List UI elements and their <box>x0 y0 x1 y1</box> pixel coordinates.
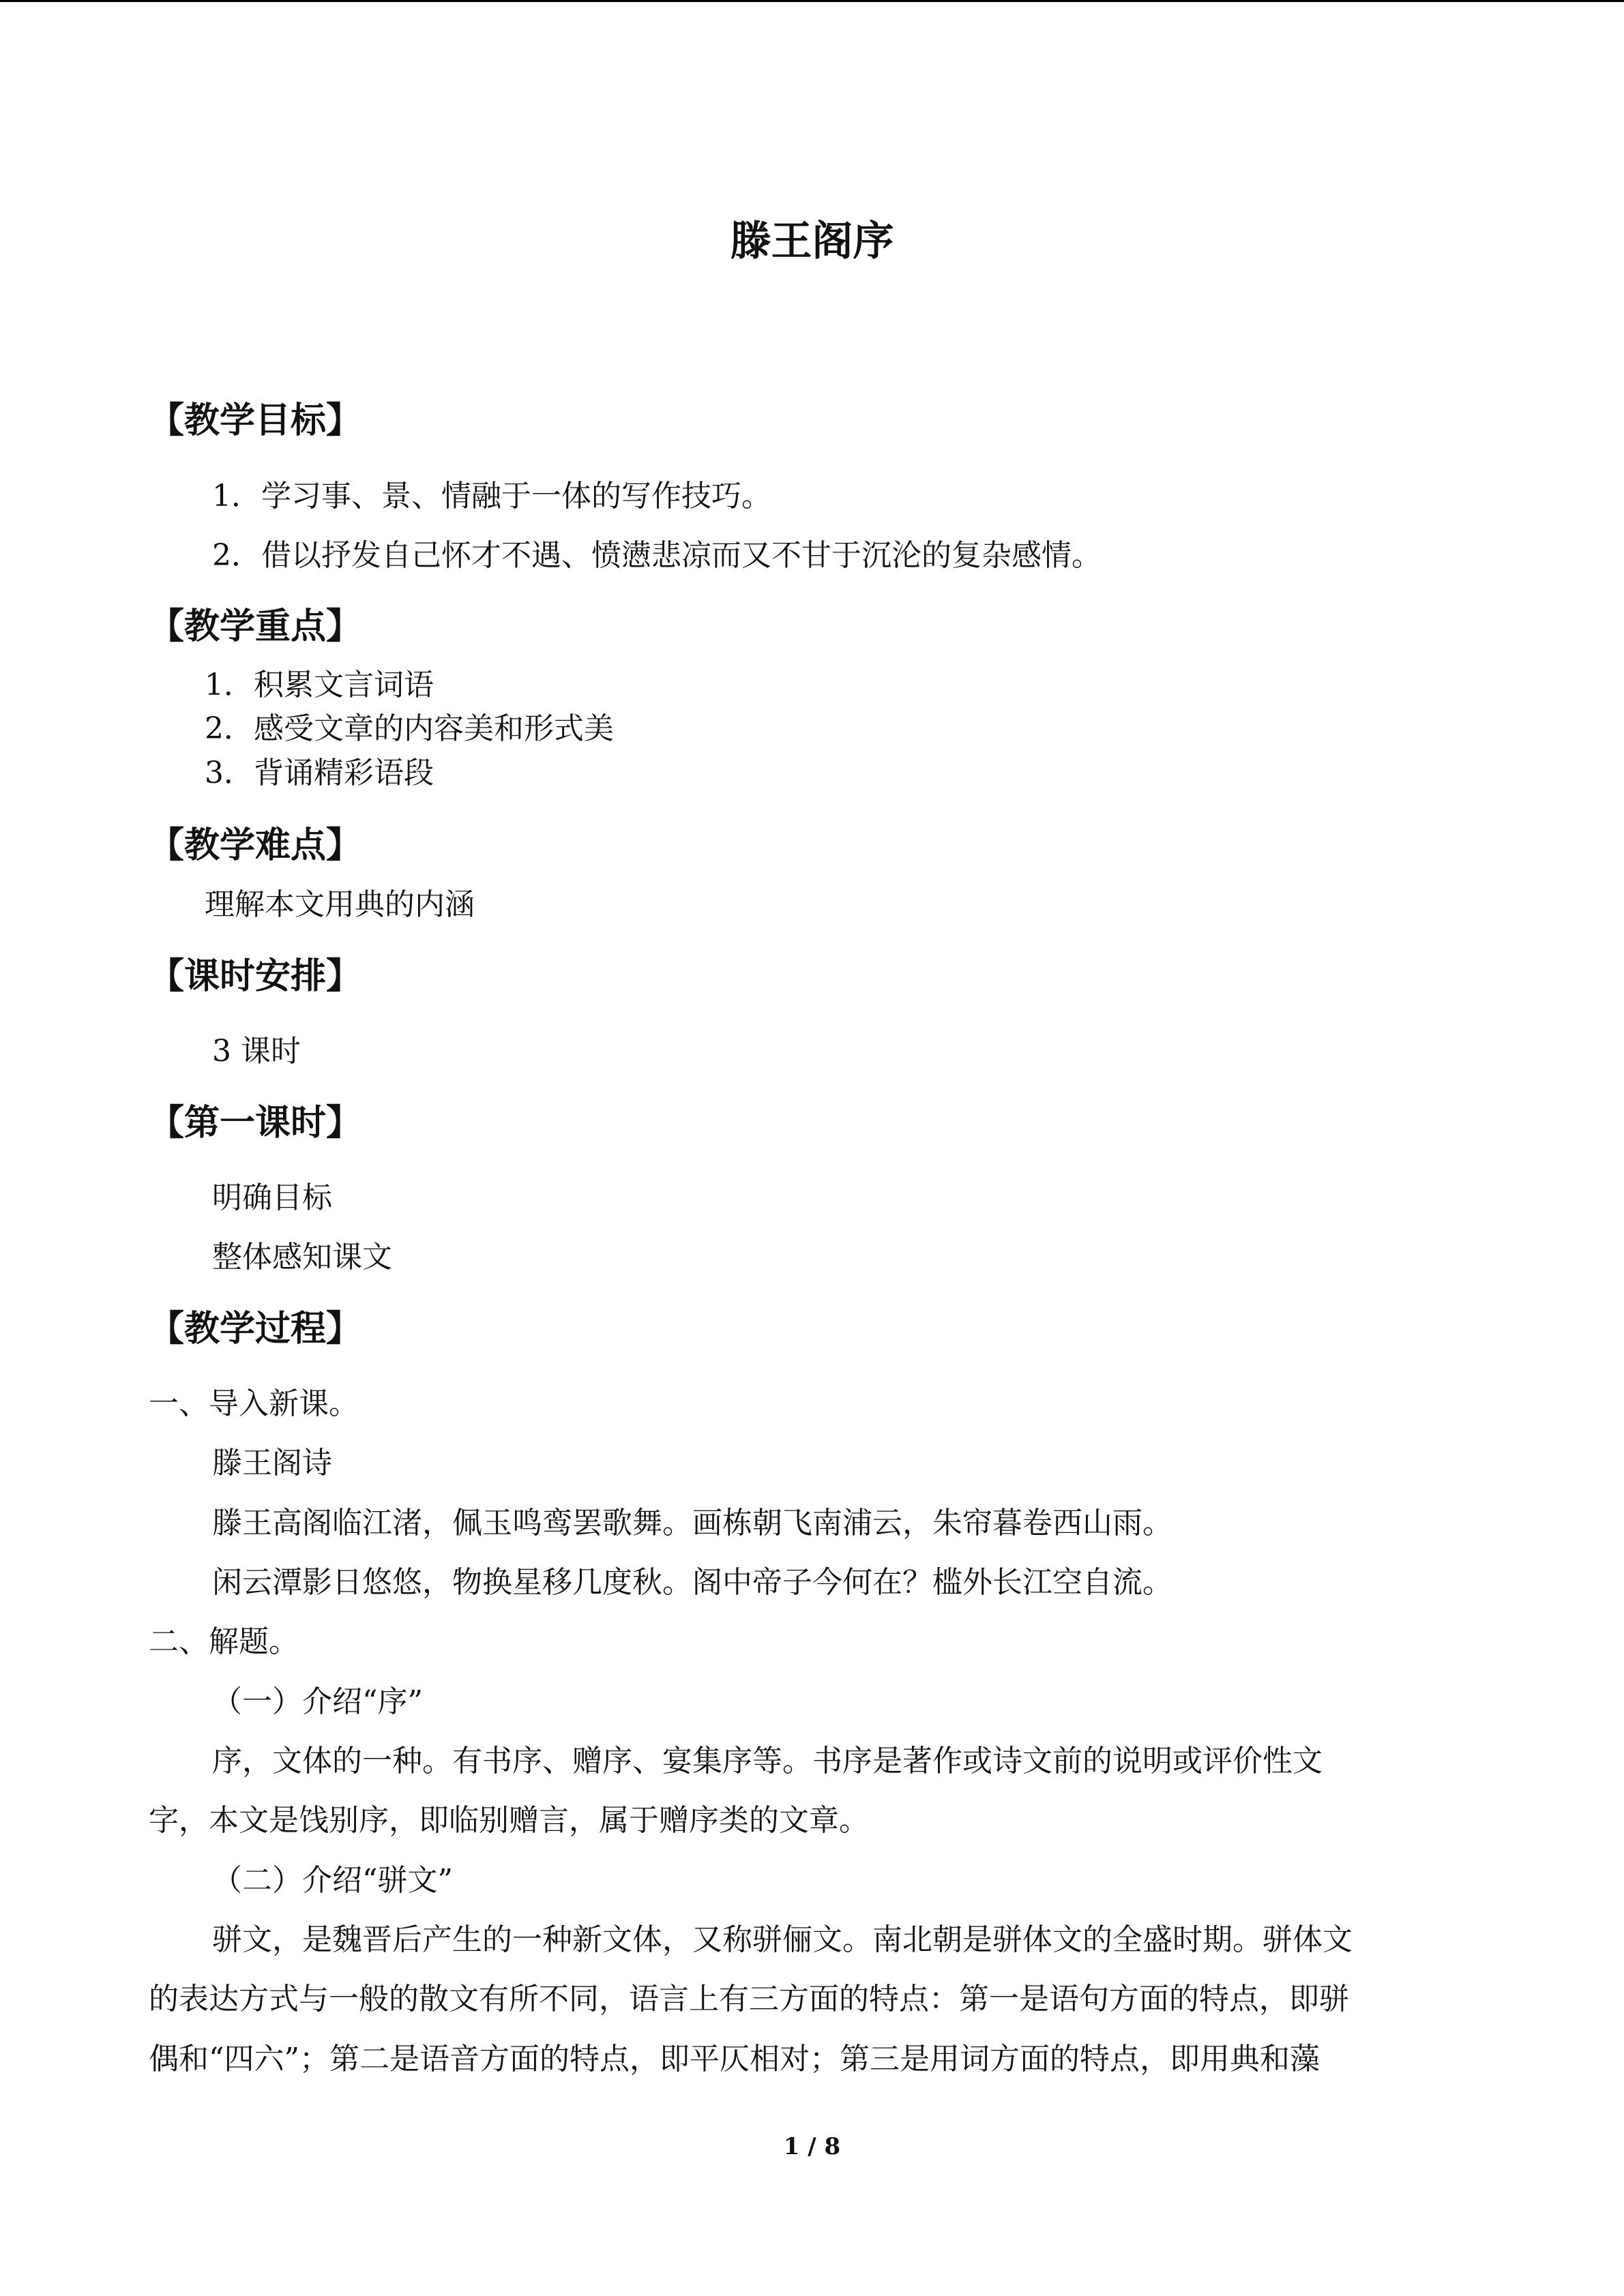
page-number: 1 / 8 <box>783 2133 841 2160</box>
paragraph-parallel-line-1: 骈文，是魏晋后产生的一种新文体，又称骈俪文。南北朝是骈体文的全盛时期。骈体文 <box>212 1922 1353 1957</box>
key-point-item-1: 1．积累文言词语 <box>205 668 434 702</box>
poem-line-1: 滕王高阁临江渚，佩玉鸣鸾罢歌舞。画栋朝飞南浦云，朱帘暮卷西山雨。 <box>212 1506 1172 1540</box>
first-lesson-item-2: 整体感知课文 <box>212 1240 392 1274</box>
paragraph-parallel-line-2: 的表达方式与一般的散文有所不同，语言上有三方面的特点：第一是语句方面的特点，即骈 <box>149 1982 1349 2016</box>
heading-difficulties: 【教学难点】 <box>149 825 362 866</box>
heading-key-points: 【教学重点】 <box>149 606 362 647</box>
first-lesson-item-1: 明确目标 <box>212 1180 332 1215</box>
heading-schedule: 【课时安排】 <box>149 956 362 997</box>
subheading-parallel-prose: （二）介绍“骈文” <box>212 1863 453 1898</box>
key-point-item-3: 3．背诵精彩语段 <box>205 756 434 790</box>
document-title: 滕王阁序 <box>730 218 894 265</box>
paragraph-parallel-line-3: 偶和“四六”；第二是语音方面的特点，即平仄相对；第三是用词方面的特点，即用典和藻 <box>149 2042 1320 2076</box>
heading-objectives: 【教学目标】 <box>149 400 362 441</box>
poem-title: 滕王阁诗 <box>212 1446 332 1480</box>
key-point-item-2: 2．感受文章的内容美和形式美 <box>205 711 614 746</box>
poem-line-2: 闲云潭影日悠悠，物换星移几度秋。阁中帝子今何在？槛外长江空自流。 <box>212 1565 1172 1600</box>
top-border-line <box>0 0 1624 2</box>
subheading-preface: （一）介绍“序” <box>212 1684 423 1719</box>
objective-item-1: 1．学习事、景、情融于一体的写作技巧。 <box>212 479 771 513</box>
process-step-1: 一、导入新课。 <box>149 1386 359 1421</box>
heading-process: 【教学过程】 <box>149 1309 362 1350</box>
schedule-text: 3 课时 <box>212 1034 301 1069</box>
paragraph-preface-line-1: 序，文体的一种。有书序、赠序、宴集序等。书序是著作或诗文前的说明或评价性文 <box>212 1744 1323 1778</box>
heading-first-lesson: 【第一课时】 <box>149 1103 362 1144</box>
objective-item-2: 2．借以抒发自己怀才不遇、愤懑悲凉而又不甘于沉沦的复杂感情。 <box>212 538 1102 573</box>
paragraph-preface-line-2: 字，本文是饯别序，即临别赠言，属于赠序类的文章。 <box>149 1803 869 1838</box>
process-step-2: 二、解题。 <box>149 1624 299 1659</box>
difficulty-text: 理解本文用典的内涵 <box>205 887 475 922</box>
